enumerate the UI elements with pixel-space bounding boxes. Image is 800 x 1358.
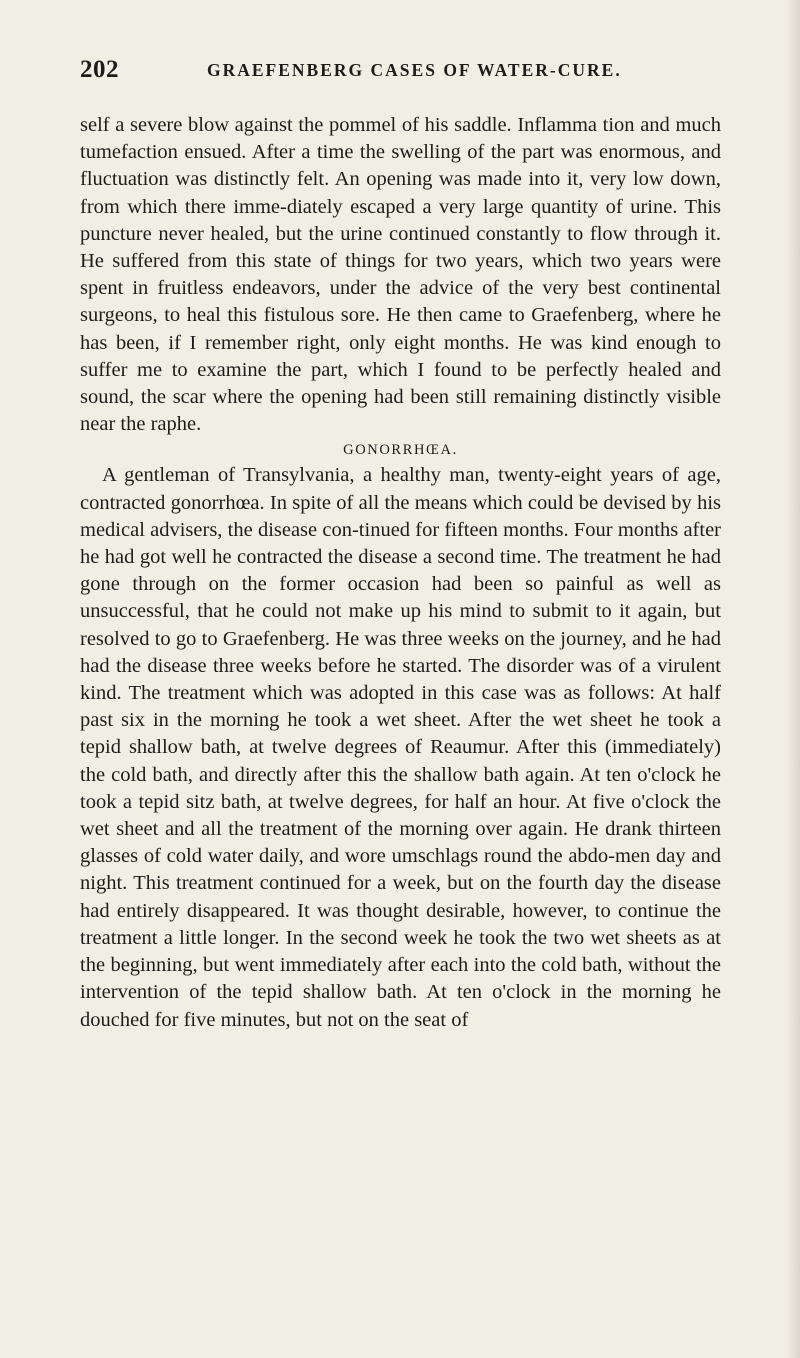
body-paragraph: self a severe blow against the pommel of his saddle. Inflamma tion and much tumefaction ensued. After a time the swelling of the part was enormous, and fluctuation was distinctly felt. An opening was made into it, very low down, from which there imme-diately escaped a very large quantity of urine. This puncture never healed, but the urine continued constantly to flow through it. He suffered from this state of things for two years, which two years were spent in fruitless endeavors, under the advice of the very best continental surgeons, to heal this fistulous sore. He then came to Graefenberg, where he has been, if I remember right, only eight months. He was kind enough to suffer me to examine the part, which I found to be perfectly healed and sound, the scar where the opening had been still remaining distinctly visible near the raphe. bbox=[80, 114, 721, 436]
page-number: 202 bbox=[80, 56, 119, 83]
page-body bbox=[80, 112, 721, 1034]
section-heading: GONORRHŒA. bbox=[343, 442, 458, 459]
page-header bbox=[80, 56, 680, 90]
page-edge-shadow bbox=[786, 0, 800, 1358]
body-paragraph: A gentleman of Transylvania, a healthy man, twenty-eight years of age, contracted gonorrhœa. In spite of all the means which could be devised by his medical advisers, the disease con-tinued for fifteen months. Four months after he had got well he contracted the disease a second time. The treatment he had gone through on the former occasion had been so painful as well as unsuccessful, that he could not make up his mind to submit to it again, but resolved to go to Graefenberg. He was three weeks on the journey, and he had had the disease three weeks before he started. The disorder was of a virulent kind. The treatment which was adopted in this case was as follows: At half past six in the morning he took a wet sheet. After the wet sheet he took a tepid shallow bath, at twelve degrees of Reaumur. After this (immediately) the cold bath, and directly after this the shallow bath again. At ten o'clock he took a tepid sitz bath, at twelve degrees, for half an hour. At five o'clock the wet sheet and all the treatment of the morning over again. He drank thirteen glasses of cold water daily, and wore umschlags round the abdo-men day and night. This treatment continued for a week, but on the fourth day the disease had entirely disappeared. It was thought desirable, however, to continue the treatment a little longer. In the second week he took the two wet sheets as at the beginning, but went immediately after each into the cold bath, without the intervention of the tepid shallow bath. At ten o'clock in the morning he douched for five minutes, but not on the seat of bbox=[80, 464, 721, 1031]
running-title: GRAEFENBERG CASES OF WATER-CURE. bbox=[207, 60, 622, 80]
